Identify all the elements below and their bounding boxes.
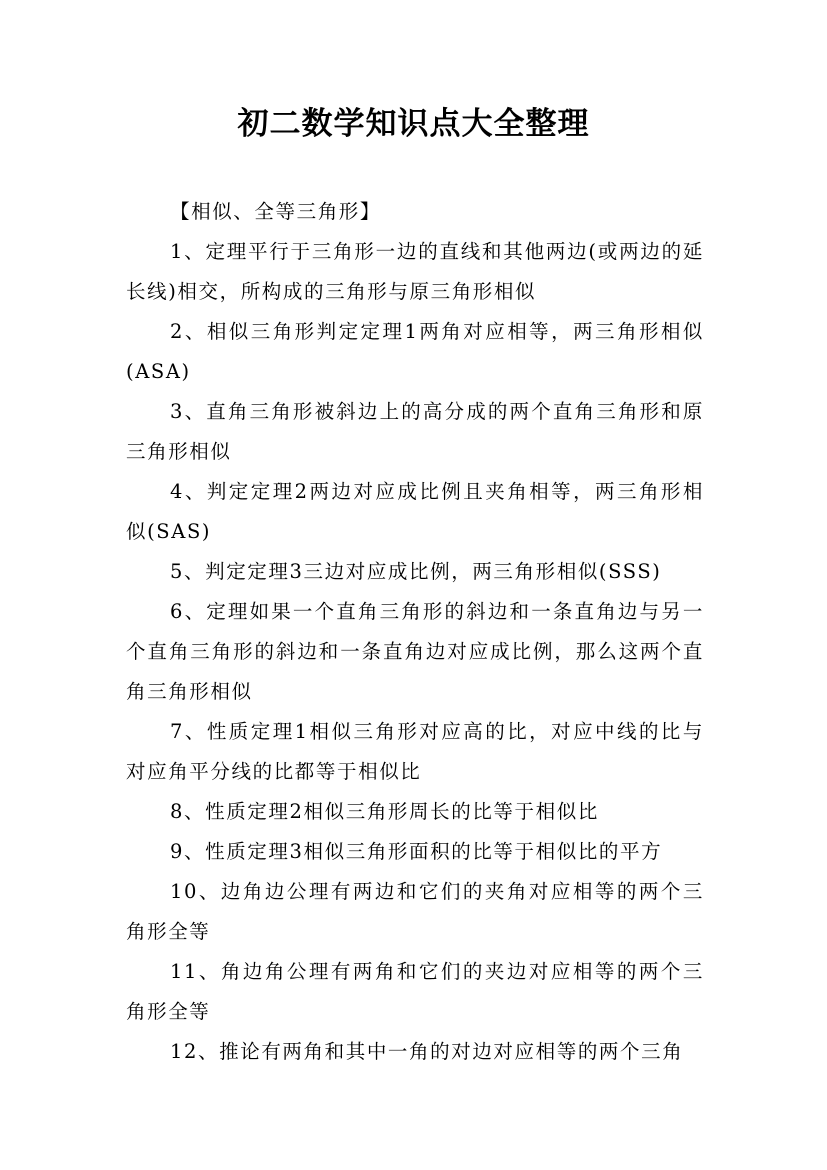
list-item: 9、性质定理3相似三角形面积的比等于相似比的平方 [170,840,663,863]
list-item: 3、直角三角形被斜边上的高分成的两个直角三角形和原三角形相似 [126,400,704,463]
list-item: 8、性质定理2相似三角形周长的比等于相似比 [170,800,599,823]
list-item: 10、边角边公理有两边和它们的夹角对应相等的两个三角形全等 [126,880,704,943]
list-item: 1、定理平行于三角形一边的直线和其他两边(或两边的延长线)相交，所构成的三角形与原三角形相似 [126,240,704,303]
list-item: 4、判定定理2两边对应成比例且夹角相等，两三角形相似(SAS) [126,480,704,543]
list-item: 5、判定定理3三边对应成比例，两三角形相似(SSS) [170,560,662,583]
list-item: 7、性质定理1相似三角形对应高的比，对应中线的比与对应角平分线的比都等于相似比 [126,720,704,783]
document-title: 初二数学知识点大全整理 [237,106,590,142]
document-body [126,192,704,1072]
list-item: 2、相似三角形判定定理1两角对应相等，两三角形相似(ASA) [126,320,704,383]
list-item: 12、推论有两角和其中一角的对边对应相等的两个三角 [170,1040,684,1063]
list-item: 11、角边角公理有两角和它们的夹边对应相等的两个三角形全等 [126,960,704,1023]
section-heading: 【相似、全等三角形】 [170,200,382,223]
list-item: 6、定理如果一个直角三角形的斜边和一条直角边与另一个直角三角形的斜边和一条直角边对应成比例，那么这两个直角三角形相似 [126,600,704,703]
